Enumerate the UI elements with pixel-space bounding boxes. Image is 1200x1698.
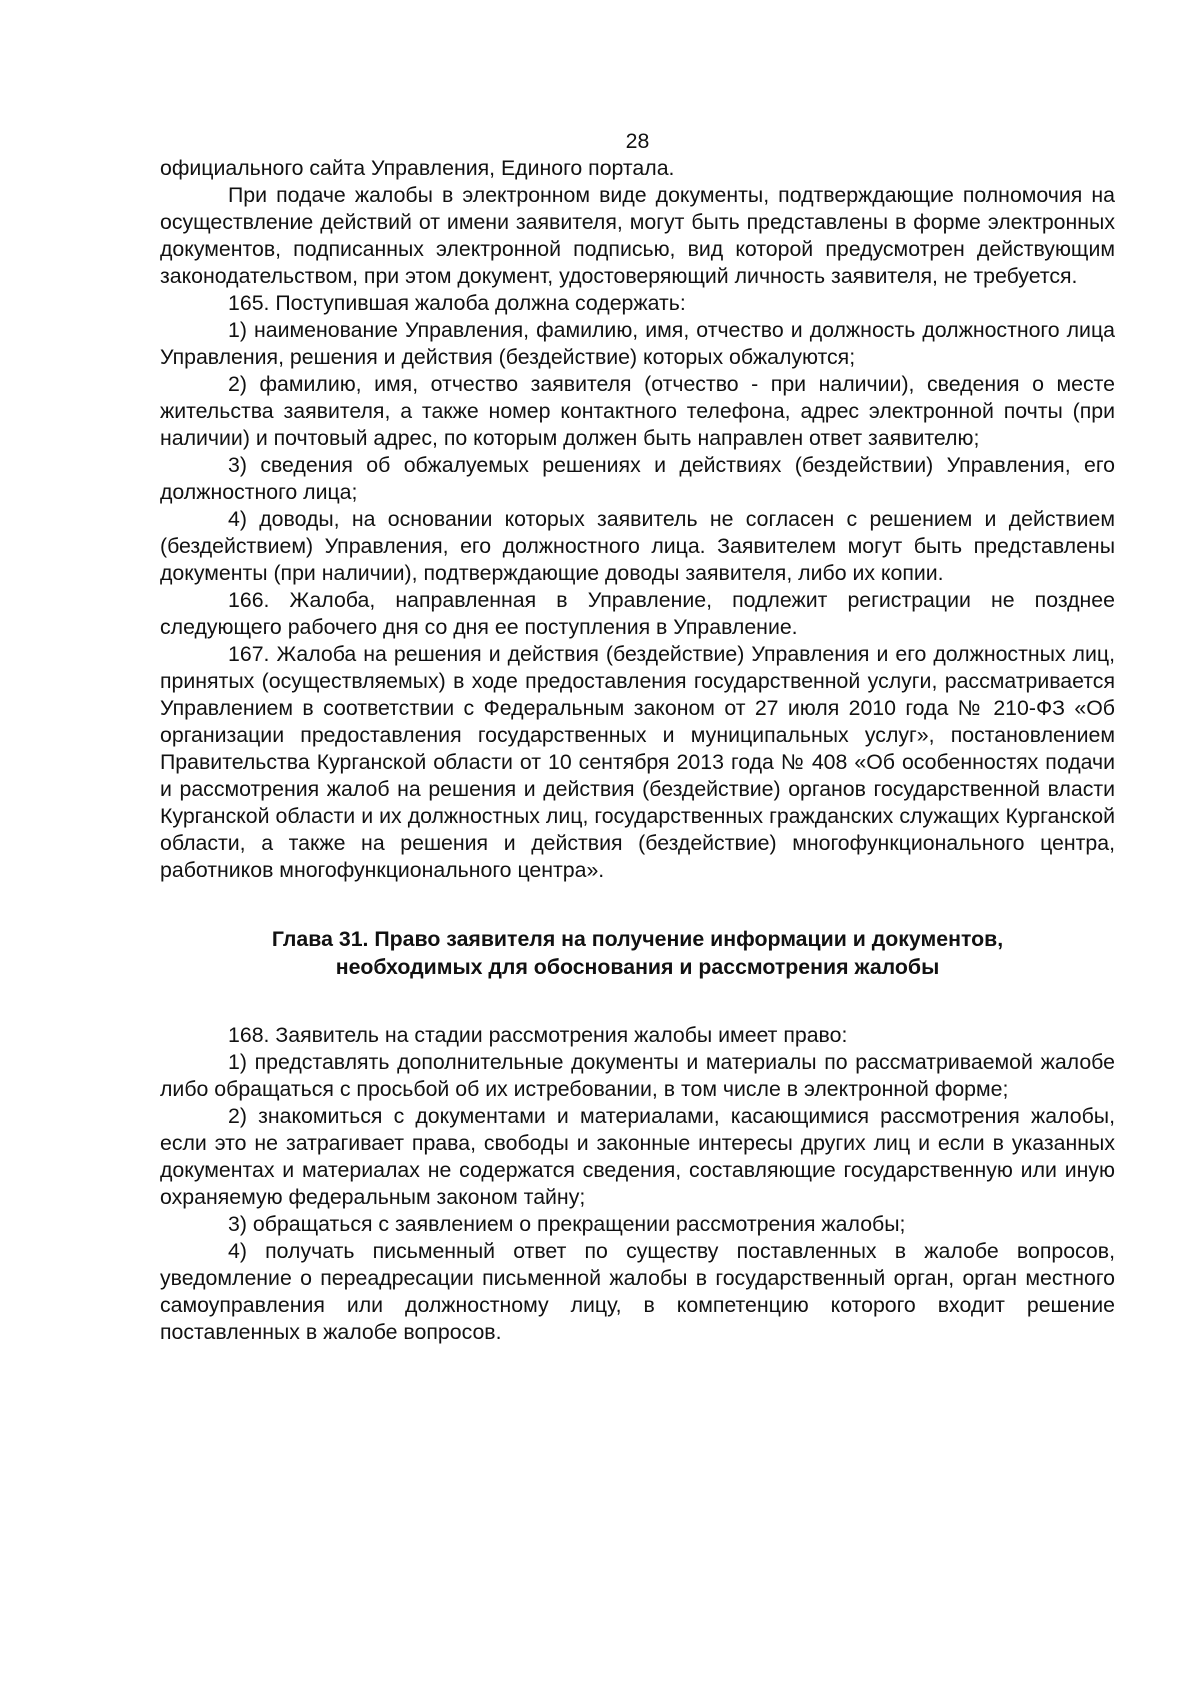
paragraph: 167. Жалоба на решения и действия (бездействие) Управления и его должностных лиц, принятых (осуществляемых) в ходе предоставления государственной услуги, рассматривается Управлением в соответствии с Федеральным законом от 27 июля 2010 года № 210-ФЗ «Об организации предоставления государственных и муниципальных услуг», постановлением Правительства Курганской области от 10 сентября 2013 года № 408 «Об особенностях подачи и рассмотрения жалоб на решения и действия (бездействие) органов государственной власти Курганской области и их должностных лиц, государственных гражданских служащих Курганской области, а также на решения и действия (бездействие) многофункционального центра, работников многофункционального центра». [160,642,1115,882]
page-content [160,128,1115,1346]
paragraph: 2) фамилию, имя, отчество заявителя (отчество - при наличии), сведения о месте жительства заявителя, а также номер контактного телефона, адрес электронной почты (при наличии) и почтовый адрес, по которым должен быть направлен ответ заявителю; [160,372,1115,450]
chapter-heading-line-2: необходимых для обоснования и рассмотрения жалобы [335,955,940,979]
paragraph: 2) знакомиться с документами и материалами, касающимися рассмотрения жалобы, если это не затрагивает права, свободы и законные интересы других лиц и если в указанных документах и материалах не содержатся сведения, составляющие государственную или иную охраняемую федеральным законом тайну; [160,1104,1115,1209]
paragraph: 3) обращаться с заявлением о прекращении рассмотрения жалобы; [228,1212,906,1236]
page-number: 28 [625,129,650,153]
paragraphs-section-bottom [160,1022,1115,1346]
chapter-heading-line-1: Глава 31. Право заявителя на получение информации и документов, [271,927,1004,951]
paragraph: официального сайта Управления, Единого портала. [160,156,675,180]
chapter-heading [160,925,1115,981]
paragraph: 168. Заявитель на стадии рассмотрения жалобы имеет право: [228,1023,848,1047]
paragraph: 165. Поступившая жалоба должна содержать: [228,291,686,315]
paragraph: 1) представлять дополнительные документы и материалы по рассматриваемой жалобе либо обращаться с просьбой об их истребовании, в том числе в электронной форме; [160,1050,1115,1101]
paragraph: 1) наименование Управления, фамилию, имя, отчество и должность должностного лица Управления, решения и действия (бездействие) которых обжалуются; [160,318,1115,369]
paragraphs-section-top [160,155,1115,884]
paragraph: При подаче жалобы в электронном виде документы, подтверждающие полномочия на осуществление действий от имени заявителя, могут быть представлены в форме электронных документов, подписанных электронной подписью, вид которой предусмотрен действующим законодательством, при этом документ, удостоверяющий личность заявителя, не требуется. [160,183,1115,288]
paragraph: 3) сведения об обжалуемых решениях и действиях (бездействии) Управления, его должностного лица; [160,453,1115,504]
paragraph: 166. Жалоба, направленная в Управление, подлежит регистрации не позднее следующего рабочего дня со дня ее поступления в Управление. [160,588,1115,639]
paragraph: 4) доводы, на основании которых заявитель не согласен с решением и действием (бездействием) Управления, его должностного лица. Заявителем могут быть представлены документы (при наличии), подтверждающие доводы заявителя, либо их копии. [160,507,1115,585]
paragraph: 4) получать письменный ответ по существу поставленных в жалобе вопросов, уведомление о переадресации письменной жалобы в государственный орган, орган местного самоуправления или должностному лицу, в компетенцию которого входит решение поставленных в жалобе вопросов. [160,1239,1115,1344]
